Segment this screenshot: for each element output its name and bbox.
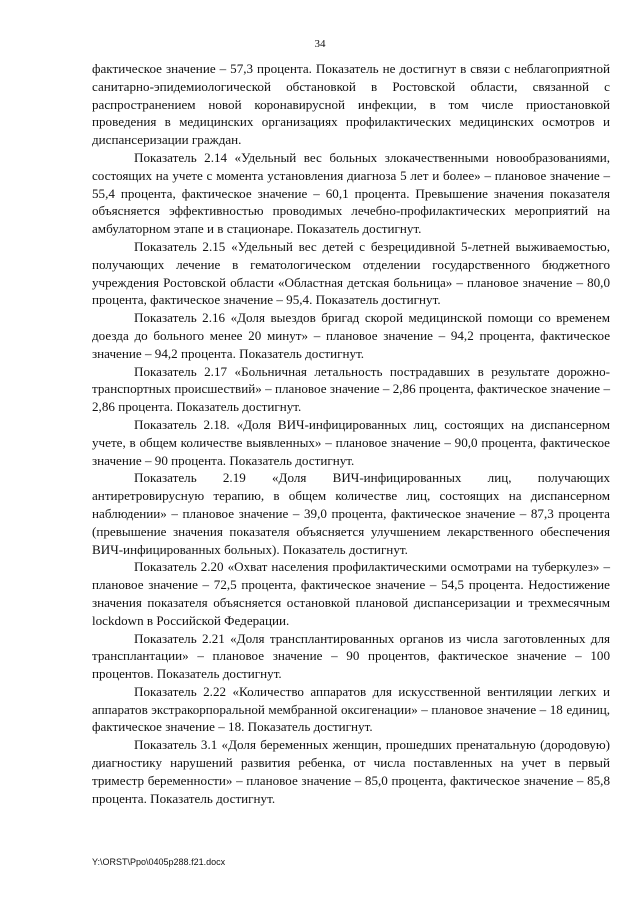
footer-file-path: Y:\ORST\Ppo\0405p288.f21.docx (92, 857, 226, 867)
paragraph-indicator-2-21: Показатель 2.21 «Доля трансплантированных органов из числа заготовленных для трансплантации» – плановое значение – 90 процентов, фактическое значение – 100 процентов. Показатель достигнут. (92, 630, 610, 682)
document-body (92, 60, 610, 807)
paragraph-continued: фактическое значение – 57,3 процента. Показатель не достигнут в связи с неблагоприятной санитарно-эпидемиологической обстановкой в Ростовской области, связанной с распространением новой коронавирусной инфекции, в том числе приостановкой проведения в медицинских организациях профилактических медицинских осмотров и диспансеризации граждан. (92, 61, 610, 148)
paragraph-indicator-2-16: Показатель 2.16 «Доля выездов бригад скорой медицинской помощи со временем доезда до больного менее 20 минут» – плановое значение – 94,2 процента, фактическое значение – 94,2 процента. Показатель достигнут. (92, 310, 610, 361)
paragraph-indicator-2-20: Показатель 2.20 «Охват населения профилактическими осмотрами на туберкулез» – плановое значение – 72,5 процента, фактическое значение – 54,5 процента. Недостижение значения показателя объясняется остановкой плановой диспансеризации и трехмесячным lockdown в Российской Федерации. (92, 559, 610, 628)
paragraph-indicator-2-18: Показатель 2.18. «Доля ВИЧ-инфицированных лиц, состоящих на диспансерном учете, в общем количестве выявленных» – плановое значение – 90,0 процента, фактическое значение – 90 процента. Показатель достигнут. (92, 416, 610, 468)
paragraph-indicator-2-17: Показатель 2.17 «Больничная летальность пострадавших в результате дорожно-транспортных происшествий» – плановое значение – 2,86 процента, фактическое значение – 2,86 процента. Показатель достигнут. (92, 363, 610, 415)
page-number: 34 (314, 38, 326, 50)
paragraph-indicator-2-19: Показатель 2.19 «Доля ВИЧ-инфицированных лиц, получающих антиретровирусную терапию, в общем количестве лиц, состоящих на диспансерном наблюдении» – плановое значение – 39,0 процента, фактическое значение – 87,3 процента (превышение значения показателя объясняется улучшением лекарственного обеспечения ВИЧ-инфицированных больных). Показатель достигнут. (92, 470, 610, 557)
paragraph-indicator-2-22: Показатель 2.22 «Количество аппаратов для искусственной вентиляции легких и аппаратов экстракорпоральной мембранной оксигенации» – плановое значение – 18 единиц, фактическое значение – 18. Показатель достигнут. (92, 683, 610, 735)
paragraph-indicator-2-14: Показатель 2.14 «Удельный вес больных злокачественными новообразованиями, состоящих на учете с момента установления диагноза 5 лет и более» – плановое значение – 55,4 процента, фактическое значение – 60,1 процента. Превышение значения показателя объясняется эффективностью проводимых лечебно-профилактических мероприятий на амбулаторном этапе и в стационаре. Показатель достигнут. (92, 149, 610, 237)
paragraph-indicator-2-15: Показатель 2.15 «Удельный вес детей с безрецидивной 5-летней выживаемостью, получающих лечение в гематологическом отделении государственного бюджетного учреждения Ростовской области «Областная детская больница» – плановое значение – 80,0 процента, фактическое значение – 95,4. Показатель достигнут. (92, 238, 610, 308)
paragraph-indicator-3-1: Показатель 3.1 «Доля беременных женщин, прошедших пренатальную (дородовую) диагностику нарушений развития ребенка, от числа поставленных на учет в первый триместр беременности» – плановое значение – 85,0 процента, фактическое значение – 85,8 процента. Показатель достигнут. (92, 737, 610, 806)
